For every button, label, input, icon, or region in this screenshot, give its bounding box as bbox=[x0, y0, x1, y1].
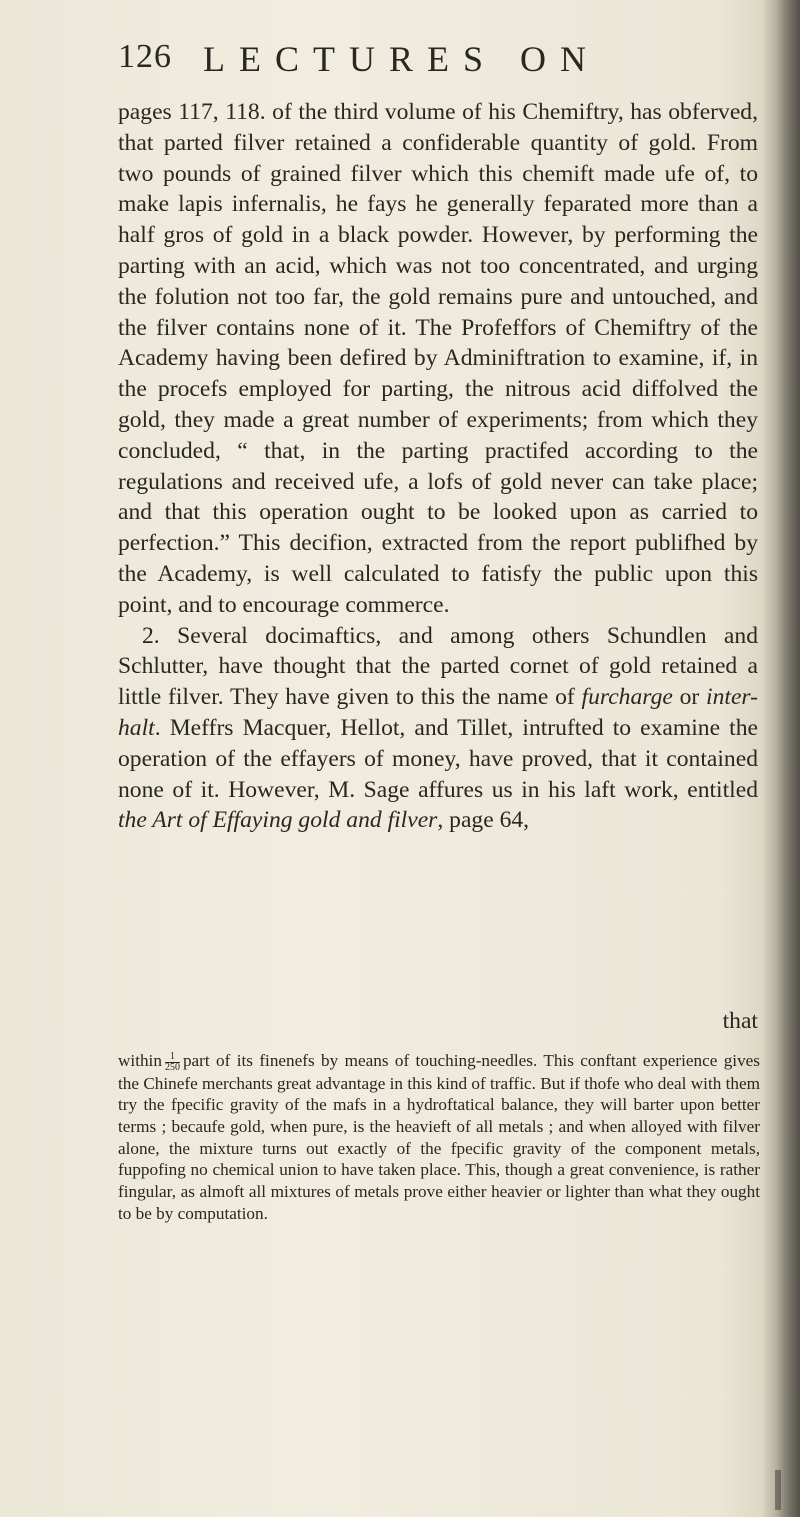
footnote bbox=[118, 1050, 760, 1224]
paragraph-2-lead: 2. Several docimaftics, and among others Schundlen and Schlutter, have thought that the parted cornet of gold retained a little filver. They have given to this the name of bbox=[118, 622, 758, 711]
paragraph-2-mid: or bbox=[672, 684, 707, 711]
running-title: LECTURES ON bbox=[203, 39, 600, 79]
page-gutter-shadow bbox=[762, 0, 800, 1517]
paragraph-2-end: , page 64, bbox=[437, 807, 530, 834]
book-title: the Art of Effaying gold and filver bbox=[118, 807, 438, 834]
page-edge-mark bbox=[775, 1470, 781, 1510]
footnote-fraction bbox=[165, 1052, 180, 1073]
term-inter-halt: inter-halt bbox=[118, 684, 758, 741]
paragraph-1: pages 117, 118. of the third volume of his Chemiftry, has obferved, that parted filver retained a confiderable quantity of gold. From two pounds of grained filver which this chemift made ufe of, to make lapis infernalis, he fays he generally feparated more than a half gros of gold in a black powder. However, by performing the parting with an acid, which was not too concentrated, and urging the folution not too far, the gold remains pure and untouched, and the filver contains none of it. The Profeffors of Chemiftry of the Academy having been defired by Adminiftration to examine, if, in the procefs employed for parting, the nitrous acid diffolved the gold, they made a great number of experiments; from which they concluded, “ that, in the parting practifed according to the regulations and received ufe, a lofs of gold never can take place; and that this operation ought to be looked upon as carried to perfection.” This decifion, extracted from the report publifhed by the Academy, is well calculated to fatisfy the public upon this point, and to encourage commerce. bbox=[118, 99, 758, 618]
footnote-lead: within bbox=[118, 1051, 162, 1070]
fraction-numerator: 1 bbox=[165, 1052, 180, 1063]
paragraph-2-tail: . Meffrs Macquer, Hellot, and Tillet, intrufted to examine the operation of the effayers of money, have proved, that it contained none of it. However, M. Sage affures us in his laft work, entitled bbox=[118, 714, 758, 803]
page-number: 126 bbox=[118, 38, 172, 75]
term-furcharge: furcharge bbox=[581, 684, 673, 711]
catchword: that bbox=[722, 1008, 758, 1034]
fraction-denominator: 250 bbox=[164, 1061, 180, 1073]
footnote-text: part of its finenefs by means of touching-needles. This conftant experience gives the Chinefe merchants great advantage in this kind of traffic. But if thofe who deal with them try the fpecific gravity of the mafs in a hydroftatical balance, they will barter upon better terms ; becaufe gold, when pure, is the heavieft of all metals ; and when alloyed with filver alone, the mixture turns out exactly of the fpecific gravity of the component metals, fuppofing no chemical union to have taken place. This, though a great convenience, is rather fingular, as almoft all mixtures of metals prove either heavier or lighter than what they ought to be by computation. bbox=[118, 1051, 760, 1223]
body-text bbox=[118, 97, 758, 836]
running-head bbox=[118, 38, 678, 88]
paragraph-2 bbox=[118, 623, 758, 834]
